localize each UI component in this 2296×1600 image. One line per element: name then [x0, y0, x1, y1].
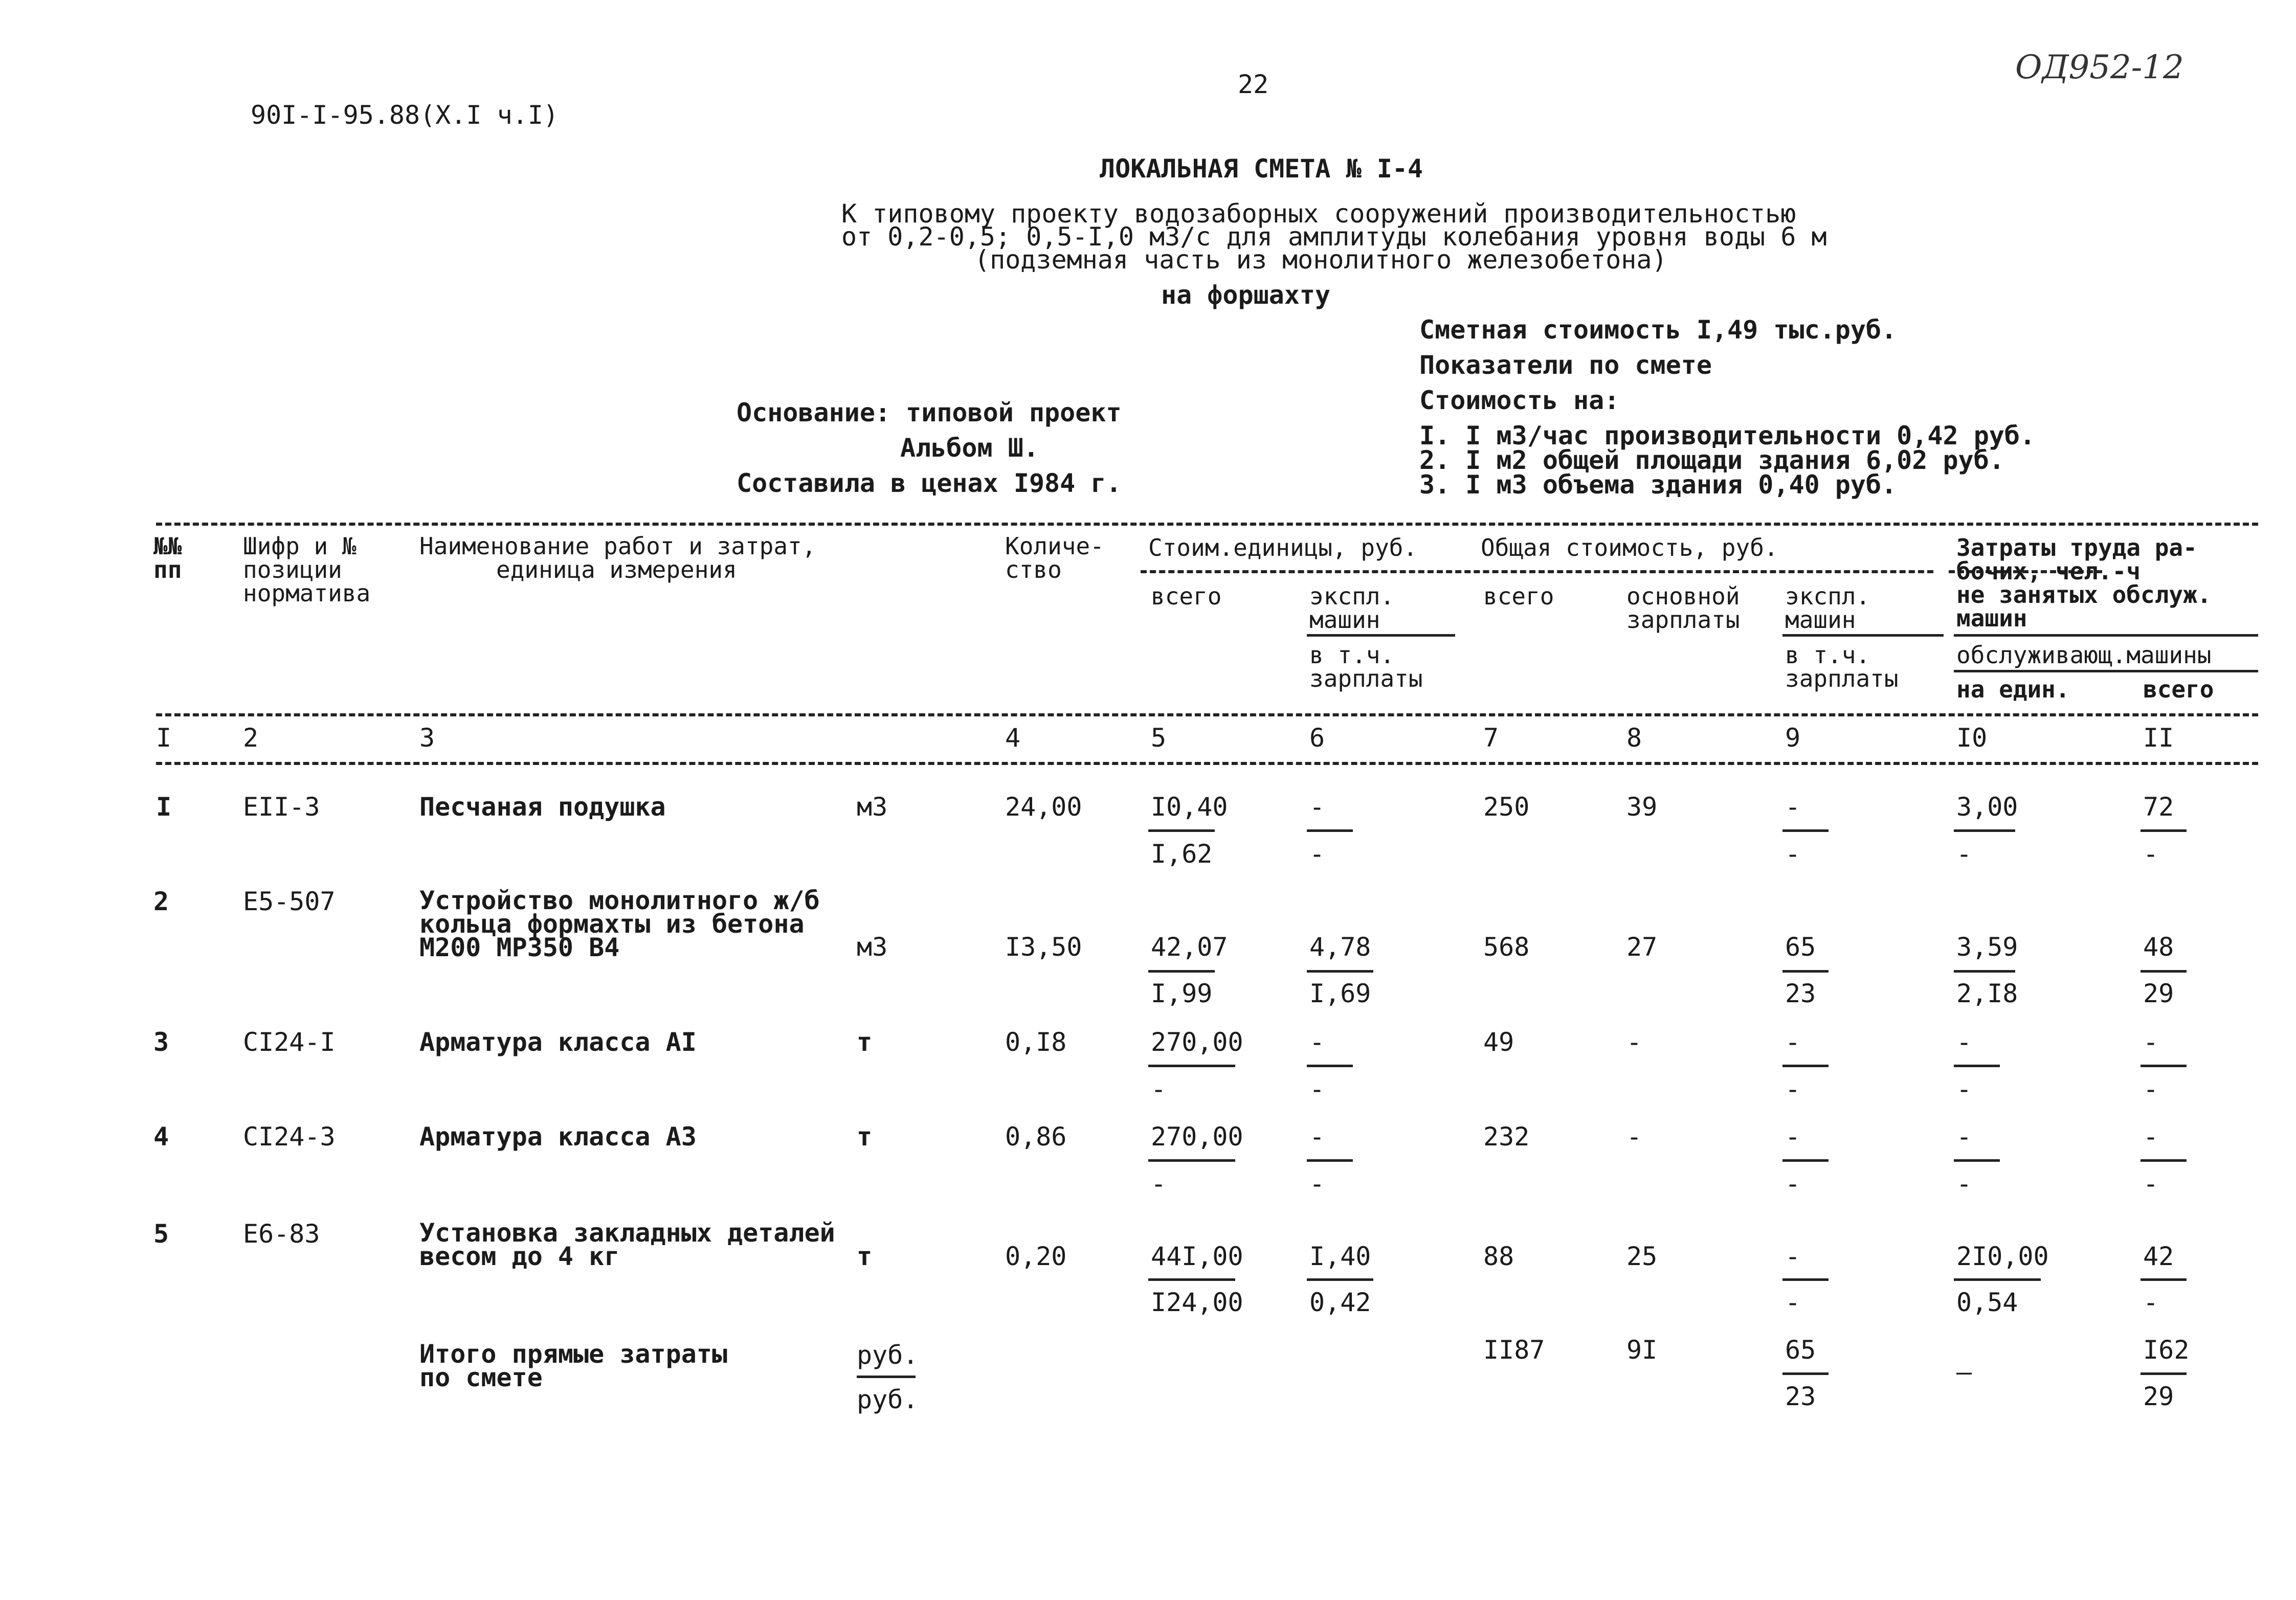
- fraction-line: [2141, 1159, 2187, 1162]
- fraction-line: [1954, 1278, 2041, 1281]
- subtitle-line-3: (подземная часть из монолитного железобетона): [974, 245, 1667, 275]
- header-bottom-rule: [156, 713, 2258, 716]
- fraction-line: [1954, 829, 2015, 832]
- unit-cost-wages: I,62: [1151, 839, 1213, 869]
- fraction-line: [1148, 1278, 1235, 1281]
- unit-cost-machines: 4,78: [1309, 932, 1371, 962]
- fraction-line: [1782, 1159, 1829, 1162]
- unit-cost-machine-wages: -: [1309, 1074, 1325, 1104]
- unit-cost-machines: -: [1309, 1027, 1325, 1057]
- labor-per-unit: -: [1956, 1122, 1972, 1152]
- c9-sub-rule: [1782, 634, 1944, 637]
- machines-cost: 65: [1785, 932, 1816, 962]
- machines-cost: -: [1785, 1122, 1801, 1152]
- col-10-header: на един.: [1956, 675, 2070, 703]
- total-unit-bottom: руб.: [857, 1385, 919, 1414]
- col-number-8: 8: [1626, 723, 1642, 753]
- total-cost: II87: [1483, 1335, 1545, 1365]
- page-number: 22: [1238, 70, 1269, 99]
- col-number-6: 6: [1309, 723, 1325, 753]
- row-code: EII-3: [243, 792, 320, 822]
- col-11-header: всего: [2143, 675, 2214, 703]
- fraction-line: [1307, 1159, 1353, 1162]
- row-unit: м3: [857, 792, 888, 822]
- labor-per-unit: 2I0,00: [1956, 1242, 2049, 1271]
- machines-wages: -: [1785, 1074, 1801, 1104]
- unit-cost-machine-wages: -: [1309, 1169, 1325, 1199]
- row-quantity: 24,00: [1005, 792, 1082, 822]
- labor-service-per-unit: -: [1956, 1074, 1972, 1104]
- unit-cost-machine-wages: 0,42: [1309, 1288, 1371, 1317]
- fraction-line: [1148, 1159, 1235, 1162]
- col-5-header: всего: [1151, 582, 1222, 610]
- machines-cost: -: [1785, 792, 1801, 822]
- total-labor: I62: [2143, 1335, 2190, 1365]
- fraction-line: [1148, 829, 1215, 832]
- labor-total: -: [2143, 1027, 2159, 1057]
- unit-cost-machines: -: [1309, 1122, 1325, 1152]
- row-unit: т: [857, 1027, 873, 1057]
- subtitle-line-4: на форшахту: [1161, 280, 1331, 310]
- machines-wages: -: [1785, 1169, 1801, 1199]
- labor-service-total: 29: [2143, 979, 2174, 1008]
- fraction-line: [1148, 970, 1215, 973]
- unit-cost-machine-wages: I,69: [1309, 979, 1371, 1008]
- unit-cost-machines: I,40: [1309, 1242, 1371, 1271]
- fraction-line: [1954, 1159, 2000, 1162]
- base-wages: -: [1626, 1122, 1642, 1152]
- row-unit: м3: [857, 932, 888, 962]
- unit-cost-total: 42,07: [1151, 932, 1228, 962]
- labor-total: 72: [2143, 792, 2174, 822]
- fraction-line: [1307, 1065, 1353, 1067]
- col-number-9: 9: [1785, 723, 1801, 753]
- total-cost: 568: [1483, 932, 1530, 962]
- fraction-line: [1954, 970, 2015, 973]
- labor-service-per-unit: 0,54: [1956, 1288, 2018, 1317]
- base-wages: 39: [1626, 792, 1658, 822]
- basis-line-3: Составила в ценах I984 г.: [737, 468, 1122, 498]
- row-code: CI24-3: [243, 1122, 336, 1152]
- col-number-2: 2: [243, 723, 259, 753]
- row-unit: т: [857, 1122, 873, 1152]
- col-4-header: Количе- ство: [1005, 532, 1104, 583]
- indicator-item-2: 2. I м2 общей площади здания 6,02 руб.: [1419, 445, 2004, 475]
- row-name: Арматура класса АI: [419, 1027, 697, 1057]
- unit-cost-wages: I,99: [1151, 979, 1213, 1008]
- col-5-6-group-header: Стоим.единицы, руб.: [1148, 534, 1418, 561]
- col-number-7: 7: [1483, 723, 1499, 753]
- total-label: Итого прямые затраты по смете: [419, 1339, 728, 1392]
- fraction-line: [1954, 1065, 2000, 1067]
- col-8-header: основной зарплаты: [1626, 582, 1740, 634]
- labor-per-unit: -: [1956, 1027, 1972, 1057]
- col-3-header: Наименование работ и затрат, единица измерения: [419, 532, 816, 583]
- total-base-wages: 9I: [1626, 1335, 1658, 1365]
- col-10-11-group-header: Затраты труда ра- бочих, чел.-ч не занятых обслуж. машин: [1956, 534, 2212, 632]
- col-6-header-top: экспл. машин: [1309, 582, 1395, 634]
- row-number: 5: [153, 1219, 169, 1249]
- total-labor-service: 29: [2143, 1382, 2174, 1411]
- machines-cost: -: [1785, 1242, 1801, 1271]
- row-name: Песчаная подушка: [419, 792, 666, 822]
- basis-line-1: Основание: типовой проект: [737, 398, 1122, 427]
- row-quantity: 0,I8: [1005, 1027, 1067, 1057]
- col-7-9-group-header: Общая стоимость, руб.: [1481, 534, 1778, 561]
- row-number: 4: [153, 1122, 169, 1152]
- total-machines-wages: 23: [1785, 1382, 1816, 1411]
- labor-service-total: -: [2143, 1169, 2159, 1199]
- labor-per-unit: 3,00: [1956, 792, 2018, 822]
- unit-cost-total: 44I,00: [1151, 1242, 1243, 1271]
- indicator-item-1: I. I м3/час производительности 0,42 руб.: [1419, 421, 2036, 450]
- labor-service-per-unit: -: [1956, 1169, 1972, 1199]
- group-rule-c5-c9: [1141, 570, 1933, 573]
- total-machines-cost: 65: [1785, 1335, 1816, 1365]
- labor-total: 42: [2143, 1242, 2174, 1271]
- basis-line-2: Альбом Ш.: [900, 433, 1039, 463]
- row-code: E6-83: [243, 1219, 320, 1249]
- unit-cost-wages: I24,00: [1151, 1288, 1243, 1317]
- c1011-sub-rule: [1954, 634, 2258, 637]
- labor-total: 48: [2143, 932, 2174, 962]
- fraction-line: [2141, 1065, 2187, 1067]
- subtitle-line-1: К типовому проекту водозаборных сооружений производительностью: [841, 199, 1796, 229]
- table-top-rule: [156, 523, 2258, 526]
- fraction-line: [2141, 1372, 2187, 1375]
- row-code: E5-507: [243, 887, 336, 916]
- machines-wages: -: [1785, 839, 1801, 869]
- unit-cost-total: I0,40: [1151, 792, 1228, 822]
- row-quantity: 0,86: [1005, 1122, 1067, 1152]
- c6-sub-rule: [1307, 634, 1455, 637]
- row-number: I: [156, 792, 172, 822]
- unit-cost-wages: -: [1151, 1074, 1167, 1104]
- labor-service-total: -: [2143, 839, 2159, 869]
- base-wages: -: [1626, 1027, 1642, 1057]
- row-quantity: I3,50: [1005, 932, 1082, 962]
- indicator-item-3: 3. I м3 объема здания 0,40 руб.: [1419, 470, 1897, 500]
- fraction-line: [2141, 1278, 2187, 1281]
- total-cost: 250: [1483, 792, 1530, 822]
- labor-service-per-unit: 2,I8: [1956, 979, 2018, 1008]
- labor-total: -: [2143, 1122, 2159, 1152]
- labor-service-total: -: [2143, 1288, 2159, 1317]
- col-number-10: I0: [1956, 723, 1988, 753]
- fraction-line: [2141, 970, 2187, 973]
- row-quantity: 0,20: [1005, 1242, 1067, 1271]
- col-number-3: 3: [419, 723, 435, 753]
- total-cost: 49: [1483, 1027, 1514, 1057]
- unit-cost-total: 270,00: [1151, 1027, 1243, 1057]
- c1011-sub-rule-2: [1954, 670, 2258, 672]
- page-title: ЛОКАЛЬНАЯ СМЕТА № I-4: [1100, 154, 1423, 184]
- fraction-line: [1782, 829, 1829, 832]
- row-name: Устройство монолитного ж/б кольца формахты из бетона М200 МР350 В4: [419, 886, 820, 962]
- fraction-line: [1307, 1278, 1373, 1281]
- unit-cost-machine-wages: -: [1309, 839, 1325, 869]
- total-cost: 88: [1483, 1242, 1514, 1271]
- unit-cost-wages: -: [1151, 1169, 1167, 1199]
- col-9-header-top: экспл. машин: [1785, 582, 1870, 634]
- total-unit-top: руб.: [857, 1340, 919, 1370]
- machines-wages: -: [1785, 1288, 1801, 1317]
- unit-cost-machines: -: [1309, 792, 1325, 822]
- fraction-line: [1782, 970, 1829, 973]
- col-10-11-sub-header: обслуживающ.машины: [1956, 641, 2212, 669]
- base-wages: 25: [1626, 1242, 1658, 1271]
- col-number-11: II: [2143, 723, 2174, 753]
- document-code: 90I-I-95.88(X.I ч.I): [251, 100, 559, 130]
- fraction-line: [1148, 1065, 1235, 1067]
- row-unit: т: [857, 1242, 873, 1271]
- col-number-5: 5: [1151, 723, 1167, 753]
- col-9-header-bottom: в т.ч. зарплаты: [1785, 641, 1899, 692]
- col-2-header: Шифр и № позиции норматива: [243, 532, 371, 607]
- labor-service-per-unit: -: [1956, 839, 1972, 869]
- fraction-line: [1307, 829, 1353, 832]
- row-name: Арматура класса А3: [419, 1122, 697, 1152]
- machines-cost: -: [1785, 1027, 1801, 1057]
- labor-per-unit: 3,59: [1956, 932, 2018, 962]
- indicators-heading: Показатели по смете: [1419, 350, 1712, 380]
- col-number-1: I: [156, 723, 172, 753]
- col-number-4: 4: [1005, 723, 1021, 753]
- handwritten-mark: ОД952-12: [2015, 49, 2184, 86]
- row-number: 2: [153, 887, 169, 916]
- cost-on-heading: Стоимость на:: [1419, 386, 1620, 415]
- total-cost: 232: [1483, 1122, 1530, 1152]
- estimated-cost: Сметная стоимость I,49 тыс.руб.: [1419, 315, 1897, 345]
- fraction-line: [1307, 970, 1373, 973]
- total-labor-per-unit: —: [1956, 1357, 1972, 1387]
- col-6-header-bottom: в т.ч. зарплаты: [1309, 641, 1423, 692]
- row-number: 3: [153, 1027, 169, 1057]
- fraction-line: [2141, 829, 2187, 832]
- col-7-header: всего: [1483, 582, 1554, 610]
- subtitle-line-2: от 0,2-0,5; 0,5-I,0 м3/с для амплитуды колебания уровня воды 6 м: [841, 222, 1827, 252]
- unit-cost-total: 270,00: [1151, 1122, 1243, 1152]
- col-1-header: №№ пп: [153, 532, 182, 583]
- labor-service-total: -: [2143, 1074, 2159, 1104]
- fraction-line: [1782, 1278, 1829, 1281]
- fraction-line: [1782, 1372, 1829, 1375]
- row-code: CI24-I: [243, 1027, 336, 1057]
- fraction-line: [1782, 1065, 1829, 1067]
- base-wages: 27: [1626, 932, 1658, 962]
- numbering-bottom-rule: [156, 762, 2258, 765]
- fraction-line: [857, 1376, 916, 1378]
- row-name: Установка закладных деталей весом до 4 кг: [419, 1218, 835, 1271]
- machines-wages: 23: [1785, 979, 1816, 1008]
